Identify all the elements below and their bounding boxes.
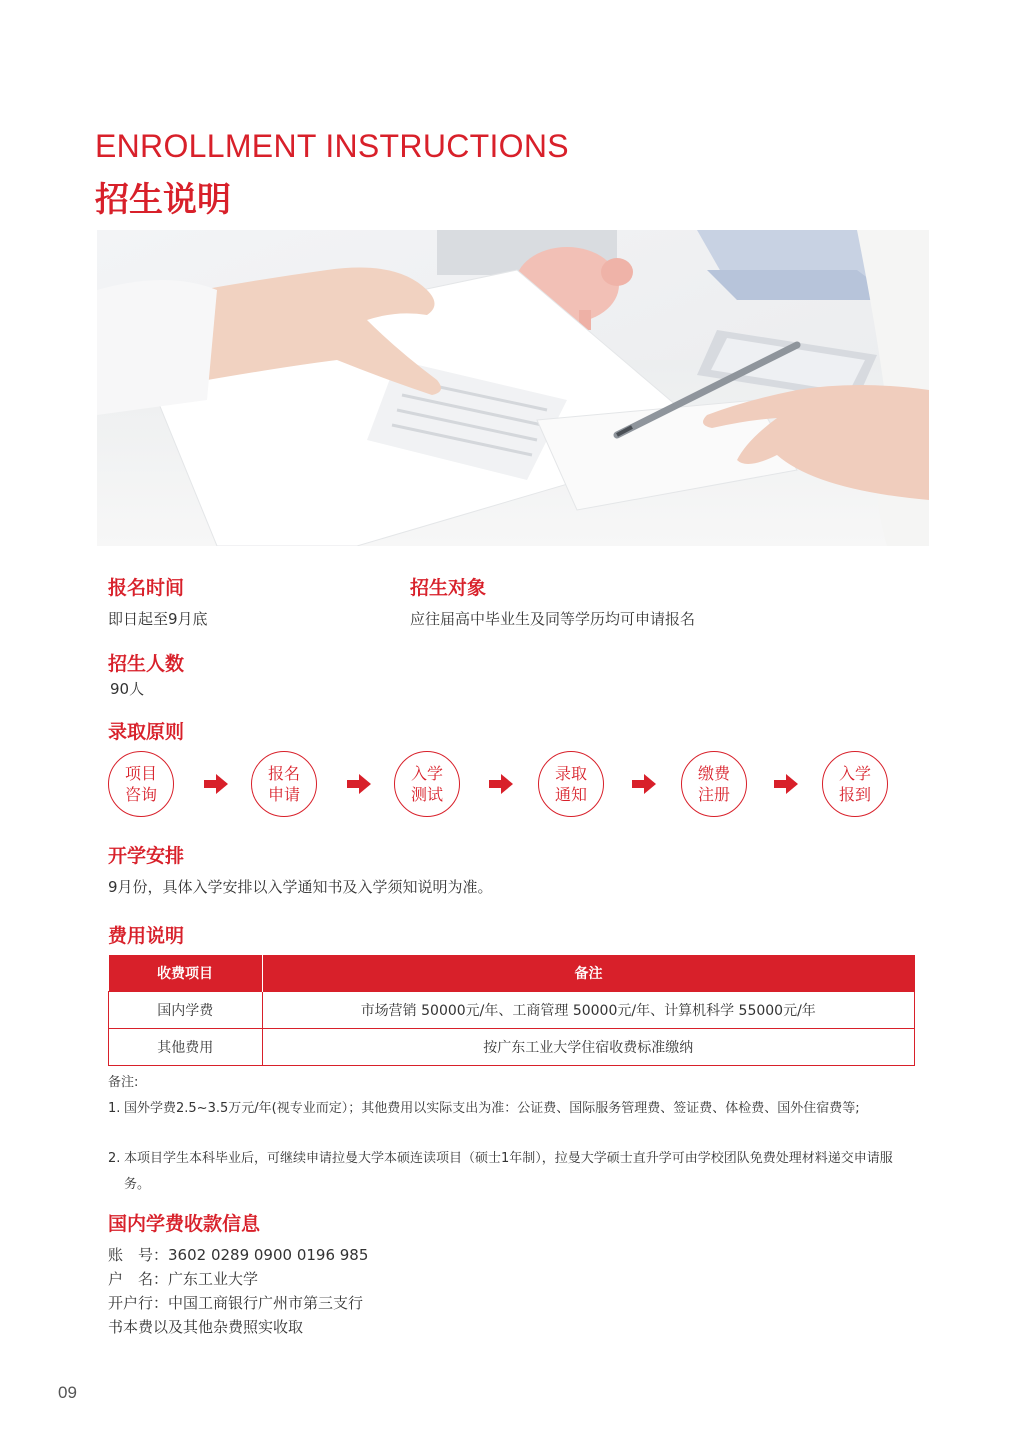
notes-label: 备注:: [108, 1075, 139, 1090]
note-text: 国外学费2.5~3.5万元/年(视专业而定）；其他费用以实际支出为准：公证费、国际服务管理费、签证费、体检费、国外住宿费等;: [124, 1101, 860, 1116]
registration-time-heading: 报名时间: [108, 577, 185, 599]
step-payment-registration: 缴费注册: [681, 751, 747, 817]
note-text: 本项目学生本科毕业后，可继续申请拉曼大学本硕连读项目（硕士1年制），拉曼大学硕士直升学可由学校团队免费处理材料递交申请服务。: [124, 1151, 893, 1192]
arrow-right-icon: [347, 773, 371, 795]
step-entrance-test: 入学测试: [394, 751, 460, 817]
title-chinese: 招生说明: [95, 180, 231, 220]
note-item: [108, 1096, 916, 1122]
quota-text: 90人: [110, 680, 145, 698]
table-cell: 市场营销 50000元/年、工商管理 50000元/年、计算机科学 55000元/年: [262, 992, 915, 1029]
step-application: 报名申请: [251, 751, 317, 817]
column-header: 收费项目: [109, 955, 263, 992]
table-row: [109, 992, 915, 1029]
table-cell: 其他费用: [109, 1029, 263, 1066]
payment-heading: 国内学费收款信息: [108, 1213, 261, 1235]
payment-other-fees: 书本费以及其他杂费照实收取: [108, 1318, 304, 1336]
payment-bank: 开户行：中国工商银行广州市第三支行: [108, 1294, 364, 1312]
note-number: 1.: [108, 1101, 121, 1116]
schedule-text: 9月份，具体入学安排以入学通知书及入学须知说明为准。: [108, 878, 493, 896]
schedule-heading: 开学安排: [108, 845, 185, 867]
table-cell: 国内学费: [109, 992, 263, 1029]
arrow-right-icon: [489, 773, 513, 795]
step-consultation: 项目咨询: [108, 751, 174, 817]
table-cell: 按广东工业大学住宿收费标准缴纳: [262, 1029, 915, 1066]
page-number: 09: [58, 1383, 77, 1402]
step-admission-notice: 录取通知: [538, 751, 604, 817]
target-text: 应往届高中毕业生及同等学历均可申请报名: [410, 610, 696, 628]
fees-table: [108, 955, 915, 1066]
target-heading: 招生对象: [410, 577, 487, 599]
note-number: 2.: [108, 1151, 121, 1166]
quota-heading: 招生人数: [108, 653, 185, 675]
admission-heading: 录取原则: [108, 721, 185, 743]
arrow-right-icon: [204, 773, 228, 795]
column-header: 备注: [262, 955, 915, 992]
step-enrollment-check-in: 入学报到: [822, 751, 888, 817]
payment-account-name: 户 名：广东工业大学: [108, 1270, 259, 1288]
payment-account-number: 账 号：3602 0289 0900 0196 985: [108, 1246, 369, 1264]
admission-process-flow: [108, 751, 890, 821]
table-header-row: [109, 955, 915, 992]
hero-photo: [97, 230, 929, 546]
arrow-right-icon: [774, 773, 798, 795]
arrow-right-icon: [632, 773, 656, 795]
fees-heading: 费用说明: [108, 925, 185, 947]
table-row: [109, 1029, 915, 1066]
note-item: [108, 1146, 916, 1198]
title-english: ENROLLMENT INSTRUCTIONS: [95, 128, 569, 164]
signing-document-photo: [97, 230, 929, 546]
registration-time-text: 即日起至9月底: [108, 610, 208, 628]
